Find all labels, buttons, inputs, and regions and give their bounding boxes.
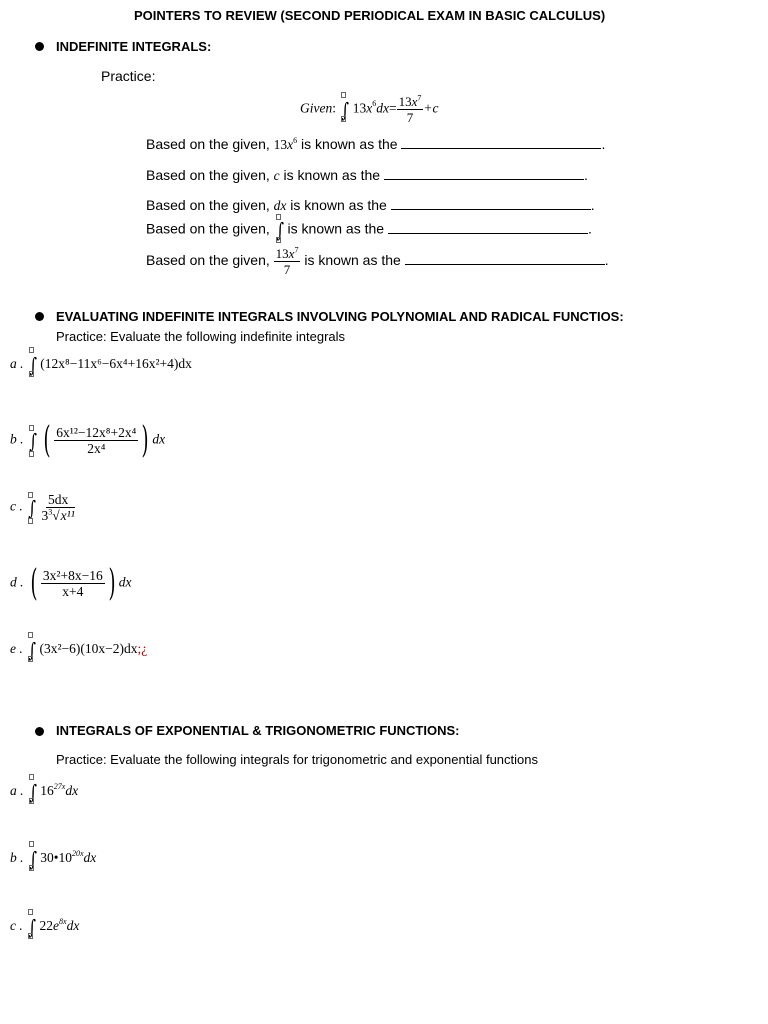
integral-sign-icon: ∫ [275,218,284,242]
section-instruction: Practice: Evaluate the following integrals for trigonometric and exponential functions [56,752,538,767]
answer-blank[interactable] [388,221,588,234]
answer-blank[interactable] [405,252,605,265]
integral-sign-icon: ∫ [29,353,37,377]
stray-character: ;¿ [137,641,148,657]
question-3: Based on the given, dx is known as the . [146,197,595,213]
practice-label: Practice: [101,68,156,84]
question-2: Based on the given, c is known as the . [146,167,588,183]
bullet-icon [35,42,44,51]
given-equation: Given: ∫ $13x^6dx=$ $\frac{13x^7}{7}$ +c [300,94,439,124]
section-heading-indefinite-integrals: INDEFINITE INTEGRALS: [56,39,212,54]
question-4: Based on the given, ∫ is known as the . [146,220,592,240]
answer-blank[interactable] [384,167,584,180]
integral-sign-icon: ∫ [29,780,37,804]
integral-sign-icon: ∫ [28,915,37,939]
problem-exp-a: a . ∫ $16^{27x}dx$ [10,782,78,802]
problem-b: b . ∫ ( $\frac{\text{6x¹²−12x⁸+2x⁴}}{\text{2x⁴}}$ ) dx [10,420,166,461]
bullet-icon [35,727,44,736]
integral-sign-icon: ∫ [28,638,37,662]
integral-sign-icon: ∫ [341,97,350,122]
integral-sign-icon: ∫ [29,847,37,871]
answer-blank[interactable] [401,136,601,149]
problem-e: e . ∫ (3x²−6)(10x−2)dx;¿ [10,640,147,660]
section-heading-exponential-trig: INTEGRALS OF EXPONENTIAL & TRIGONOMETRIC FUNCTIONS: [56,723,460,738]
problem-c: c . ∫ $\frac{5dx}{3^3√x^{11}}$ [10,492,75,523]
integral-sign-icon: ∫ [29,428,37,453]
bullet-icon [35,312,44,321]
page-title: POINTERS TO REVIEW (SECOND PERIODICAL EXAM IN BASIC CALCULUS) [134,8,606,23]
answer-blank[interactable] [391,197,591,210]
problem-exp-c: c . ∫ $22e^{8x}dx$ [10,917,79,937]
problem-a: a . ∫ (12x⁸−11x⁶−6x⁴+16x²+4)dx [10,355,192,375]
question-1: Based on the given, $13x^6$ is known as the . [146,135,606,152]
section-heading-polynomial-radical: EVALUATING INDEFINITE INTEGRALS INVOLVING POLYNOMIAL AND RADICAL FUNCTIOS: [56,309,624,324]
section-instruction: Practice: Evaluate the following indefinite integrals [56,329,346,344]
question-5: Based on the given, $\frac{13x^7}{7}$ is known as the . [146,245,609,277]
problem-exp-b: b . ∫ $30•10^{20x}dx$ [10,849,96,869]
problem-d: d . ( $\frac{\text{3x²+8x−16}}{x+4}$ ) dx [10,563,132,604]
integral-sign-icon: ∫ [28,495,37,520]
